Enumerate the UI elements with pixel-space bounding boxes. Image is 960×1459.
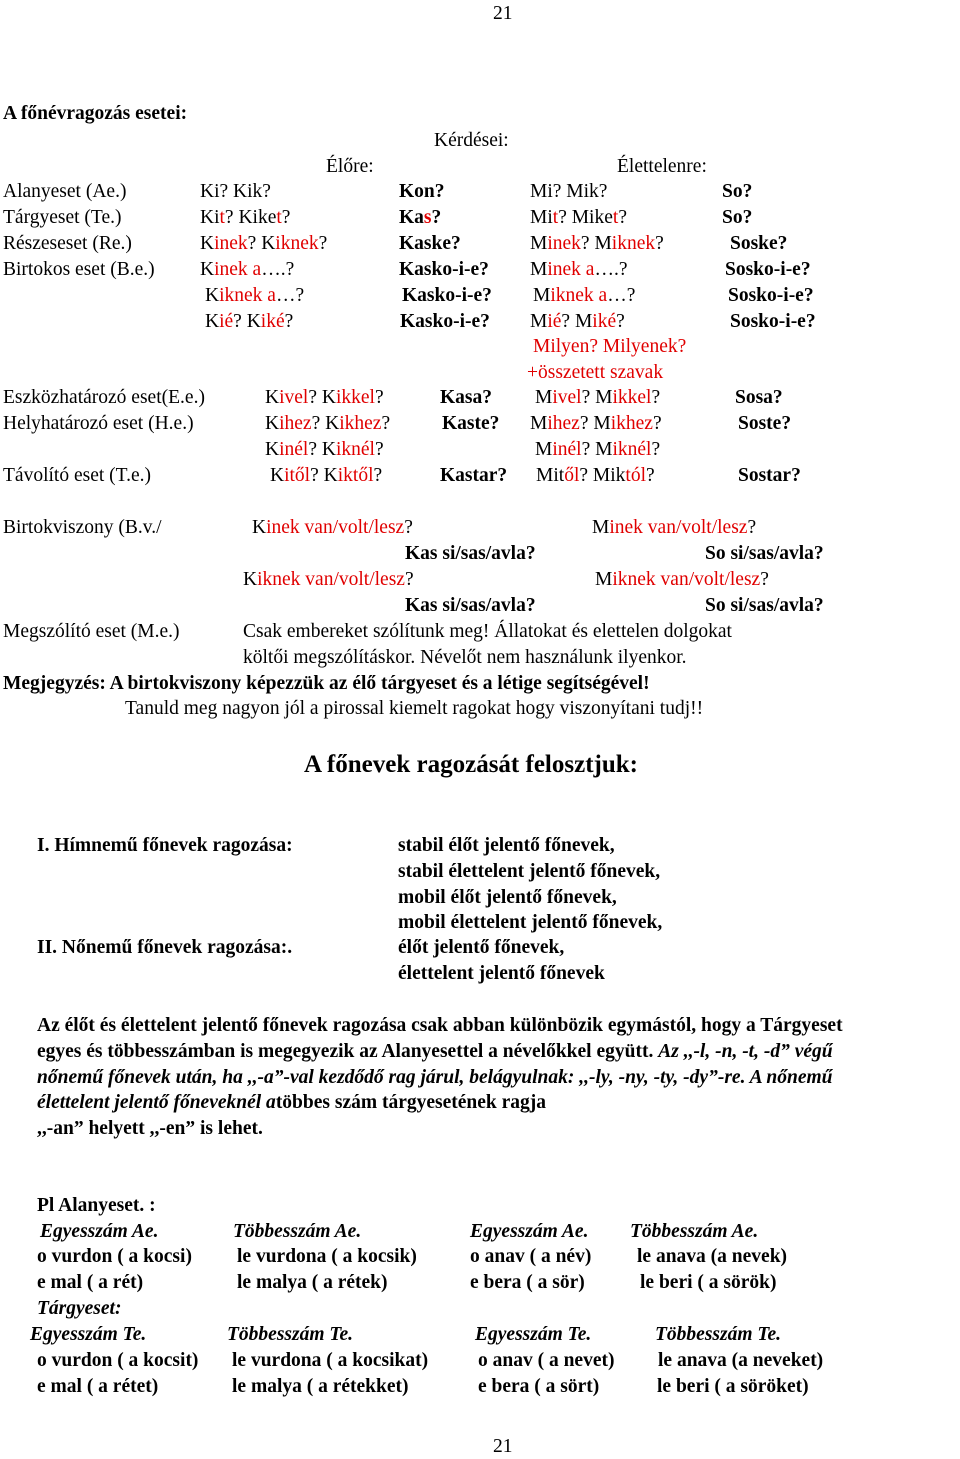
romani-question-inanimate: Sosko-i-e? [725, 259, 811, 280]
example-cell: le malya ( a rétek) [237, 1272, 388, 1293]
case-name: Részeseset (Re.) [3, 233, 132, 254]
division-item: stabil élettelent jelentő főnevek, [398, 861, 661, 882]
romani-question-inanimate: Soste? [738, 413, 792, 434]
romani-question-inanimate: So? [722, 207, 753, 228]
hu-question-inanimate: Mi? Mik? [530, 181, 608, 202]
learn-note: Tanuld meg nagyon jól a pirossal kiemelt ragokat hogy viszonyítani tudj!! [125, 698, 704, 719]
possession-question-inanimate: Miknek van/volt/lesz? [595, 569, 769, 590]
vocative-label: Megszólító eset (M.e.) [3, 621, 180, 642]
column-header: Egyesszám Ae. [40, 1221, 159, 1242]
example-cell: le anava (a nevek) [637, 1246, 788, 1267]
example-label: Pl Alanyeset. : [37, 1195, 156, 1216]
example-cell: le vurdona ( a kocsikat) [232, 1350, 429, 1371]
example-cell: e mal ( a rét) [37, 1272, 144, 1293]
column-header: Egyesszám Ae. [470, 1221, 589, 1242]
romani-possession: Kas si/sas/avla? [405, 595, 536, 616]
milyen-question: Milyen? Milyenek? [533, 336, 687, 357]
hu-question: Kinek? Kiknek? [200, 233, 328, 254]
example-cell: le vurdona ( a kocsik) [237, 1246, 417, 1267]
column-header: Többesszám Ae. [630, 1221, 759, 1242]
paragraph-line: nőnemű főnevek után, ha ,,-a”-val kezdődő rag járul, belágyulnak: ,,-ly, -ny, -ty, -dy”-re. A nőnemű [37, 1067, 833, 1088]
example-cell: e bera ( a sört) [478, 1376, 600, 1397]
vocative-line: Csak embereket szólítunk meg! Állatokat és elettelen dolgokat [243, 621, 732, 642]
hu-question-inanimate: Mit? Miket? [530, 207, 627, 228]
paragraph-line: Az élőt és élettelent jelentő főnevek ragozása csak abban különbözik egymástól, hogy a Tárgyeset [37, 1015, 843, 1036]
romani-question: Kastar? [440, 465, 508, 486]
romani-possession-inanimate: So si/sas/avla? [705, 595, 824, 616]
example-cell: le beri ( a söröket) [657, 1376, 809, 1397]
paragraph-line: egyes és többesszámban is megegyezik az Alanyesettel a névelőkkel együtt. Az ,,-l, -n, -t, -d” végű [37, 1041, 833, 1062]
romani-question: Kaste? [442, 413, 500, 434]
note: Megjegyzés: A birtokviszony képezzük az élő tárgyeset és a létige segítségével! [3, 673, 650, 694]
hu-question: Kiknek a…? [205, 285, 305, 306]
hu-question-inanimate: Miknek a…? [533, 285, 636, 306]
hu-question: Kivel? Kikkel? [265, 387, 384, 408]
hu-question-inanimate: Mié? Miké? [530, 311, 625, 332]
column-header: Egyesszám Te. [30, 1324, 147, 1345]
compound-words-note: +összetett szavak [527, 362, 664, 383]
example-cell: le malya ( a rétekket) [232, 1376, 409, 1397]
questions-label: Kérdései: [434, 130, 509, 151]
page-number-top: 21 [493, 3, 513, 24]
example-cell: e mal ( a rétet) [37, 1376, 159, 1397]
case-name: Alanyeset (Ae.) [3, 181, 127, 202]
hu-question-inanimate: Minek a….? [530, 259, 628, 280]
column-header: Többesszám Te. [227, 1324, 354, 1345]
romani-question: Kas? [399, 207, 442, 228]
hu-question: Kinek a….? [200, 259, 295, 280]
vocative-line: költői megszólításkor. Névelőt nem használunk ilyenkor. [243, 647, 687, 668]
case-name: Tárgyeset (Te.) [3, 207, 122, 228]
hu-question: Kit? Kiket? [200, 207, 291, 228]
case-name: Távolító eset (T.e.) [3, 465, 151, 486]
page-number-bottom: 21 [493, 1436, 513, 1457]
romani-possession: Kas si/sas/avla? [405, 543, 536, 564]
possession-question: Kiknek van/volt/lesz? [243, 569, 414, 590]
romani-question: Kaske? [399, 233, 461, 254]
romani-question: Kasko-i-e? [400, 311, 490, 332]
romani-question-inanimate: Sosko-i-e? [728, 285, 814, 306]
hu-question: Ki? Kik? [200, 181, 271, 202]
hu-question: Kié? Kiké? [205, 311, 294, 332]
romani-question-inanimate: Sostar? [738, 465, 801, 486]
romani-question: Kasko-i-e? [399, 259, 489, 280]
page-heading: A főnévragozás esetei: [3, 103, 188, 124]
example-cell: o vurdon ( a kocsi) [37, 1246, 192, 1267]
romani-question-inanimate: Sosko-i-e? [730, 311, 816, 332]
romani-question: Kasa? [440, 387, 493, 408]
possession-question-inanimate: Minek van/volt/lesz? [592, 517, 757, 538]
case-name: Birtokos eset (B.e.) [3, 259, 155, 280]
feminine-label: II. Nőnemű főnevek ragozása:. [37, 937, 293, 958]
romani-question-inanimate: So? [722, 181, 753, 202]
hu-question: Kinél? Kiknél? [265, 439, 384, 460]
column-header: Egyesszám Te. [475, 1324, 592, 1345]
hu-question-inanimate: Mihez? Mikhez? [530, 413, 662, 434]
hu-question-inanimate: Mitől? Miktól? [536, 465, 655, 486]
division-item: élettelent jelentő főnevek [398, 963, 605, 984]
romani-possession-inanimate: So si/sas/avla? [705, 543, 824, 564]
case-name: Helyhatározó eset (H.e.) [3, 413, 194, 434]
paragraph-line: ,,-an” helyett ,,-en” is lehet. [37, 1118, 263, 1139]
division-item: mobil élőt jelentő főnevek, [398, 887, 617, 908]
column-header: Többesszám Te. [655, 1324, 782, 1345]
hu-question-inanimate: Mivel? Mikkel? [535, 387, 661, 408]
hu-question-inanimate: Minél? Miknél? [535, 439, 661, 460]
example-cell: o anav ( a nevet) [478, 1350, 615, 1371]
column-header: Többesszám Ae. [233, 1221, 362, 1242]
masculine-label: I. Hímnemű főnevek ragozása: [37, 835, 293, 856]
romani-question-inanimate: Sosa? [735, 387, 783, 408]
division-item: élőt jelentő főnevek, [398, 937, 565, 958]
hu-question-inanimate: Minek? Miknek? [530, 233, 664, 254]
example-cell: le anava (a neveket) [658, 1350, 824, 1371]
romani-question: Kon? [399, 181, 445, 202]
inanimate-label: Élettelenre: [617, 156, 707, 177]
section-title: A főnevek ragozását felosztjuk: [304, 751, 638, 778]
hu-question: Kitől? Kiktől? [270, 465, 383, 486]
division-item: stabil élőt jelentő főnevek, [398, 835, 615, 856]
division-item: mobil élettelent jelentő főnevek, [398, 912, 663, 933]
case-name: Eszközhatározó eset(E.e.) [3, 387, 205, 408]
possession-question: Kinek van/volt/lesz? [252, 517, 413, 538]
paragraph-line: élettelent jelentő főneveknél atöbbes szám tárgyesetének ragja [37, 1092, 547, 1113]
example-cell: e bera ( a sör) [470, 1272, 585, 1293]
possession-label: Birtokviszony (B.v./ [3, 517, 162, 538]
example-cell: o vurdon ( a kocsit) [37, 1350, 199, 1371]
accusative-label: Tárgyeset: [37, 1298, 122, 1319]
hu-question: Kihez? Kikhez? [265, 413, 391, 434]
animate-label: Élőre: [326, 156, 374, 177]
romani-question-inanimate: Soske? [730, 233, 788, 254]
romani-question: Kasko-i-e? [402, 285, 492, 306]
example-cell: le beri ( a sörök) [640, 1272, 777, 1293]
example-cell: o anav ( a név) [470, 1246, 592, 1267]
